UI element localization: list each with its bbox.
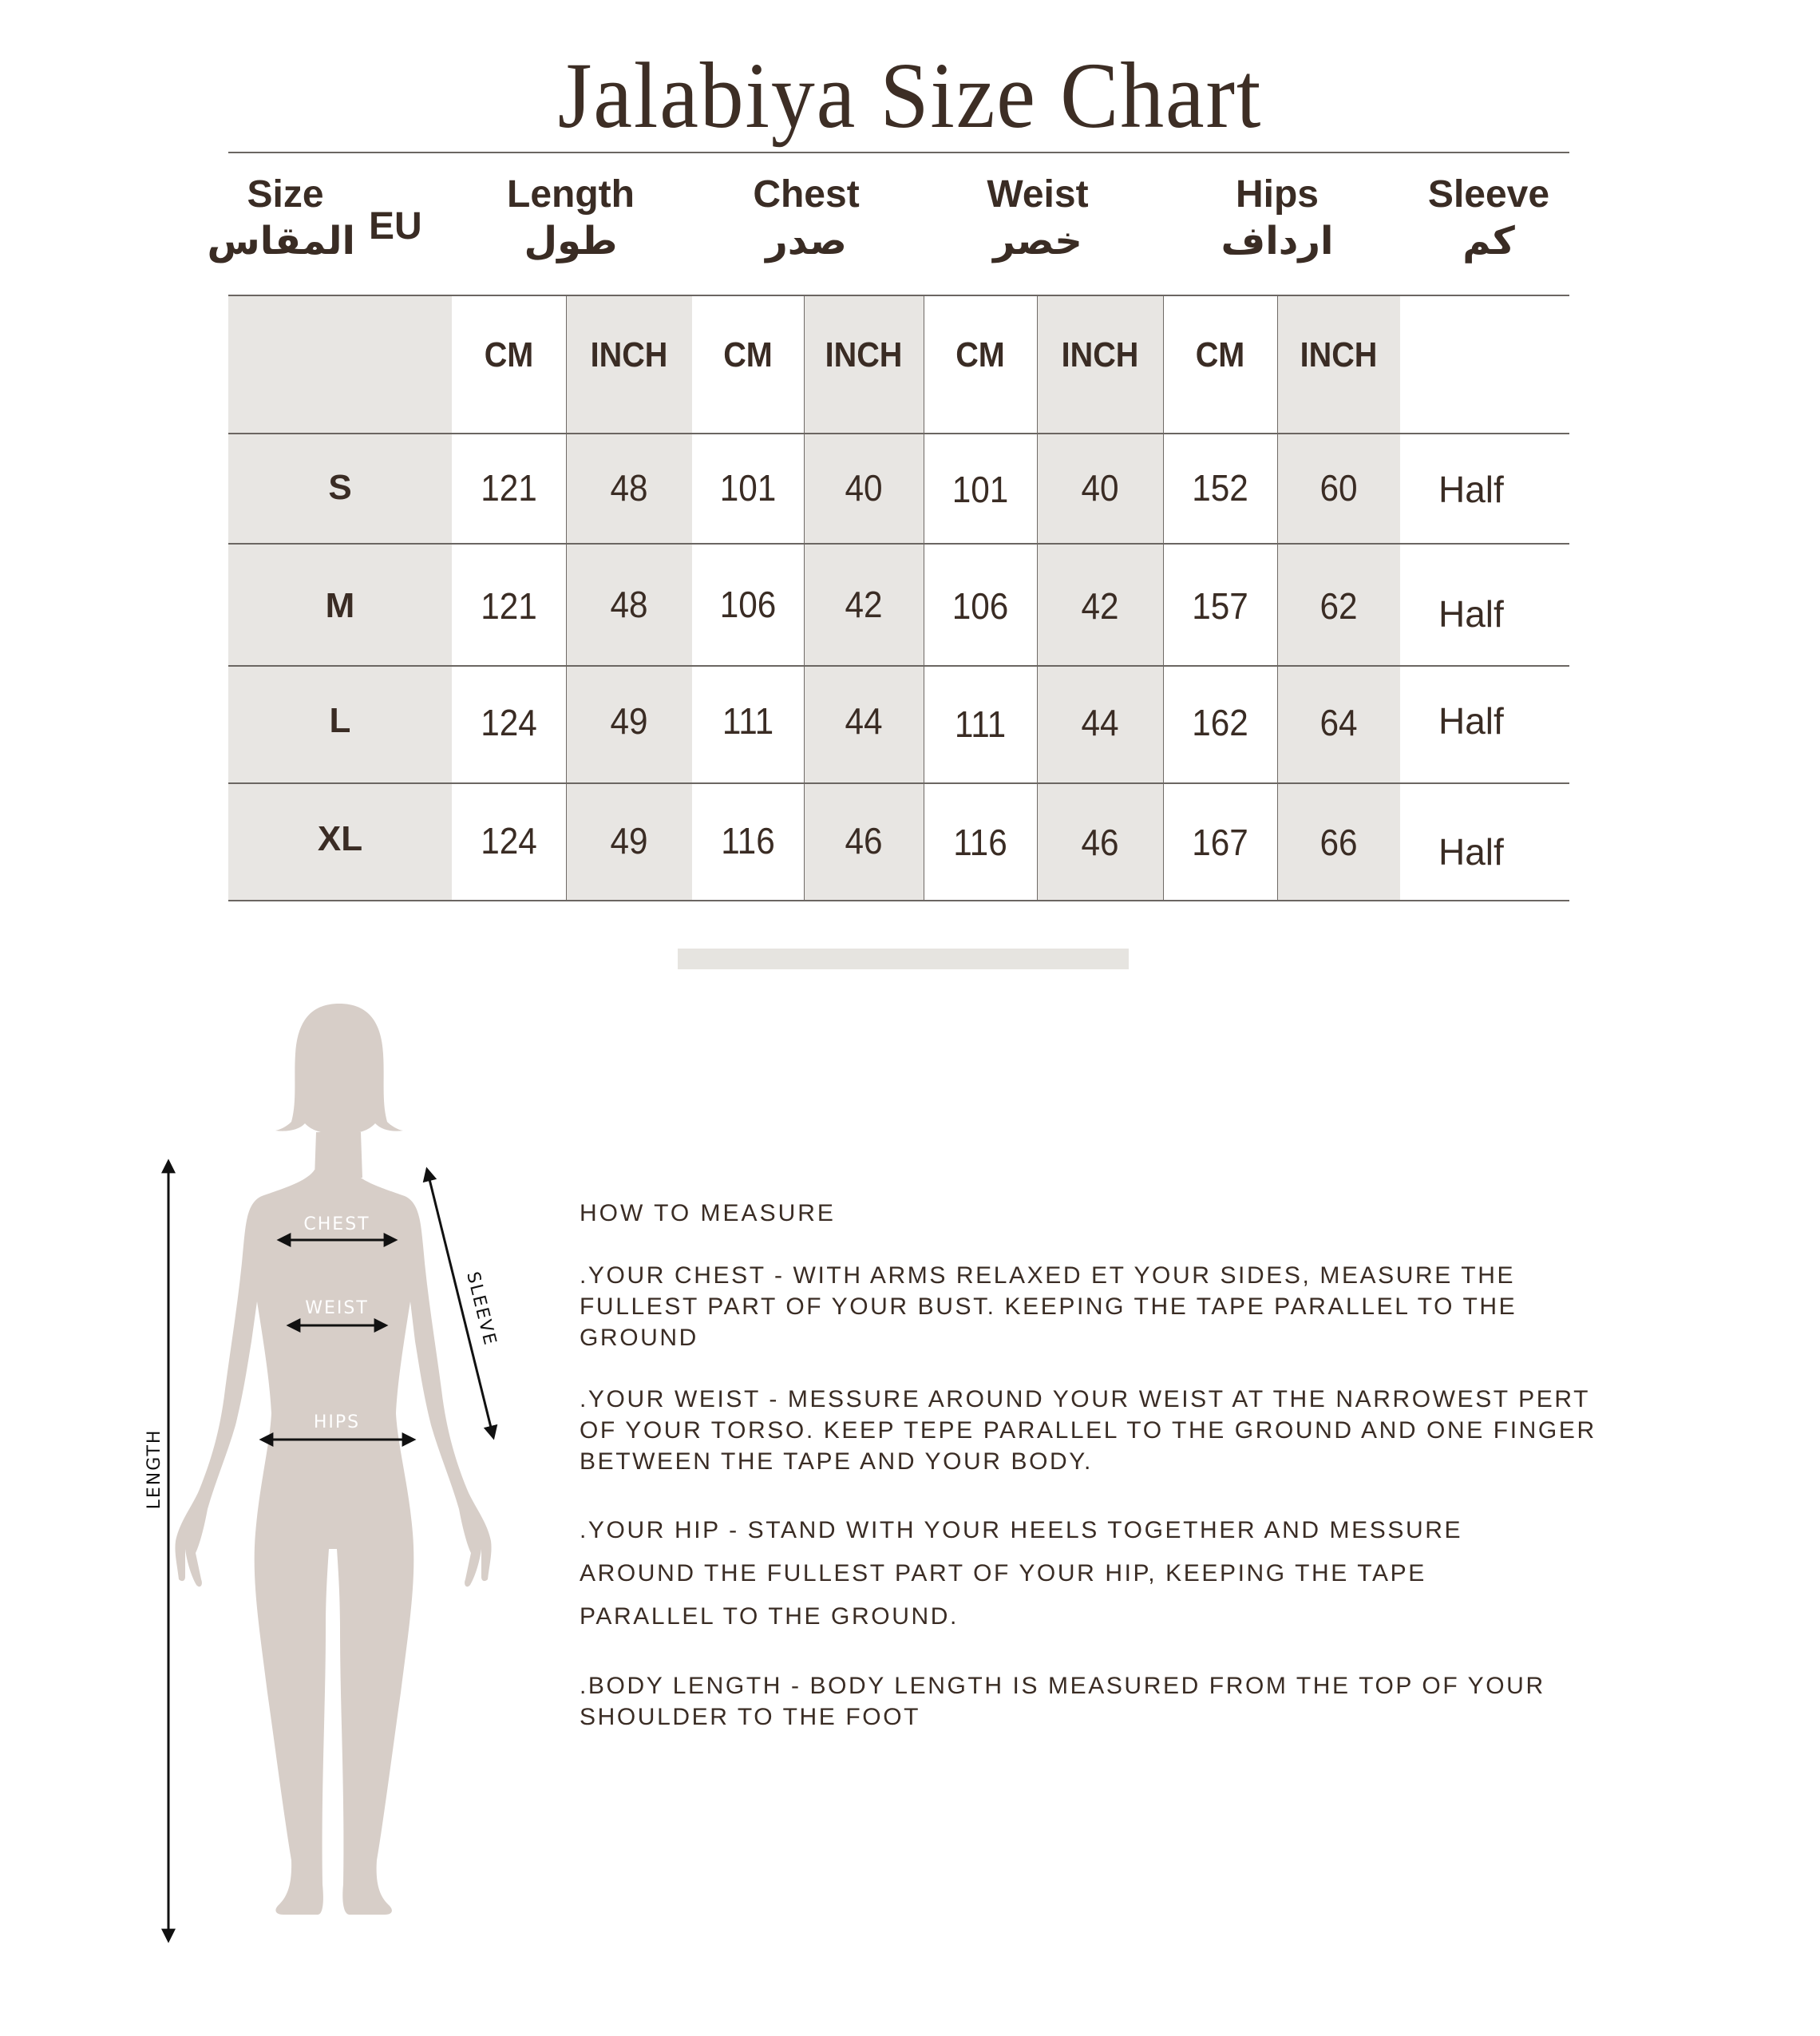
weist-header-en: Weist xyxy=(987,173,1089,216)
weist-inch: 46 xyxy=(1081,822,1119,863)
length-inch: 48 xyxy=(610,584,648,625)
row-divider xyxy=(228,900,1569,901)
hips-inch: 64 xyxy=(1320,702,1358,743)
sleeve-header-ar: كم xyxy=(1462,219,1515,263)
how-to-measure-heading: HOW TO MEASURE xyxy=(580,1200,836,1226)
weist-cm: 106 xyxy=(952,585,1009,627)
length-header-en: Length xyxy=(507,173,635,216)
hips-cm: 152 xyxy=(1192,467,1248,509)
hips-cm: 157 xyxy=(1192,585,1248,627)
hips-inch: 60 xyxy=(1320,467,1358,509)
chest-cm: 111 xyxy=(722,700,774,742)
sleeve-value: Half xyxy=(1438,593,1504,635)
hips-header xyxy=(1189,172,1365,265)
eu-label: EU xyxy=(369,205,422,248)
chest-header xyxy=(718,172,894,265)
body-measurement-figure xyxy=(128,990,543,1948)
chest-instruction: .YOUR CHEST - WITH ARMS RELAXED ET YOUR SIDES, MEASURE THE FULLEST PART OF YOUR BUST. KEEPING THE TAPE PARALLEL TO THE GROUND xyxy=(580,1262,1517,1351)
weist-instruction: .YOUR WEIST - MESSURE AROUND YOUR WEIST AT THE NARROWEST PERT OF YOUR TORSO. KEEP TEPE PARALLEL TO THE GROUND AND ONE FINGER BETWEEN THE TAPE AND YOUR BODY. xyxy=(580,1386,1596,1475)
length-cm: 124 xyxy=(481,702,537,743)
row-divider xyxy=(228,433,1569,434)
size-label: S xyxy=(328,468,352,507)
size-label: M xyxy=(325,586,355,625)
hips-label: HIPS xyxy=(313,1412,361,1432)
chest-cm: 106 xyxy=(719,584,777,625)
weist-label: WEIST xyxy=(305,1298,369,1318)
row-divider xyxy=(228,782,1569,784)
size-header xyxy=(207,172,355,265)
row-divider xyxy=(228,665,1569,667)
page-title: Jalabiya Size Chart xyxy=(557,43,1263,148)
chest-inch: 42 xyxy=(845,584,883,625)
weist-inch: 44 xyxy=(1081,702,1119,743)
chest-cm: 101 xyxy=(719,467,777,509)
length-cm: 121 xyxy=(481,467,537,509)
header-divider xyxy=(228,295,1569,296)
unit-label: CM xyxy=(1195,335,1245,374)
sleeve-value: Half xyxy=(1438,700,1504,742)
title-divider xyxy=(228,152,1569,153)
column-divider xyxy=(1277,295,1278,900)
weist-header-ar: خصر xyxy=(993,219,1082,263)
unit-label: INCH xyxy=(1061,335,1139,374)
chest-cm: 116 xyxy=(721,820,775,862)
unit-label: CM xyxy=(484,335,534,374)
hips-inch: 66 xyxy=(1320,822,1358,863)
chest-header-ar: صدر xyxy=(766,219,847,263)
length-inch: 49 xyxy=(610,700,648,742)
weist-cm: 101 xyxy=(952,469,1009,510)
length-inch: 48 xyxy=(610,467,648,509)
weist-header xyxy=(950,172,1126,265)
chest-header-en: Chest xyxy=(753,173,860,216)
column-divider xyxy=(566,295,567,900)
column-divider xyxy=(804,295,805,900)
column-divider xyxy=(1037,295,1038,900)
chest-inch: 44 xyxy=(845,700,883,742)
length-cm: 121 xyxy=(481,585,537,627)
weist-cm: 116 xyxy=(953,822,1007,863)
unit-label: CM xyxy=(956,335,1005,374)
sleeve-header-en: Sleeve xyxy=(1427,173,1550,216)
hips-header-ar: ارداف xyxy=(1221,219,1334,263)
length-inch: 49 xyxy=(610,820,648,862)
hips-inch: 62 xyxy=(1320,585,1358,627)
sleeve-label: SLEEVE xyxy=(462,1270,500,1349)
weist-inch: 40 xyxy=(1081,467,1119,509)
length-header-ar: طول xyxy=(524,219,618,263)
woman-silhouette-icon xyxy=(175,1004,491,1915)
length-label: LENGTH xyxy=(144,1428,164,1510)
chest-label: CHEST xyxy=(303,1214,370,1234)
length-header xyxy=(479,172,663,265)
unit-label: INCH xyxy=(1300,335,1378,374)
chest-inch: 46 xyxy=(845,820,883,862)
hips-header-en: Hips xyxy=(1235,173,1319,216)
hip-instruction: .YOUR HIP - STAND WITH YOUR HEELS TOGETHER AND MESSURE AROUND THE FULLEST PART OF YOUR HIP, KEEPING THE TAPE PARALLEL TO THE GROUND. xyxy=(580,1517,1463,1630)
how-to-measure-section xyxy=(580,1198,1617,1733)
body-length-instruction: .BODY LENGTH - BODY LENGTH IS MEASURED FROM THE TOP OF YOUR SHOULDER TO THE FOOT xyxy=(580,1673,1545,1730)
hips-cm: 162 xyxy=(1192,702,1248,743)
sleeve-value: Half xyxy=(1438,831,1504,873)
unit-label: CM xyxy=(723,335,773,374)
length-cm: 124 xyxy=(481,820,537,862)
size-header-ar: المقاس xyxy=(207,219,355,263)
size-label: L xyxy=(329,701,351,740)
weist-cm: 111 xyxy=(954,703,1007,745)
decorative-divider-bar xyxy=(678,949,1129,969)
column-divider xyxy=(1163,295,1164,900)
unit-label: INCH xyxy=(825,335,903,374)
weist-inch: 42 xyxy=(1081,585,1119,627)
row-divider xyxy=(228,543,1569,545)
unit-label: INCH xyxy=(590,335,668,374)
sleeve-header xyxy=(1401,172,1577,265)
size-label: XL xyxy=(317,819,363,858)
size-header-en: Size xyxy=(247,173,324,216)
chest-inch: 40 xyxy=(845,467,883,509)
hips-cm: 167 xyxy=(1192,822,1248,863)
sleeve-value: Half xyxy=(1438,469,1504,510)
